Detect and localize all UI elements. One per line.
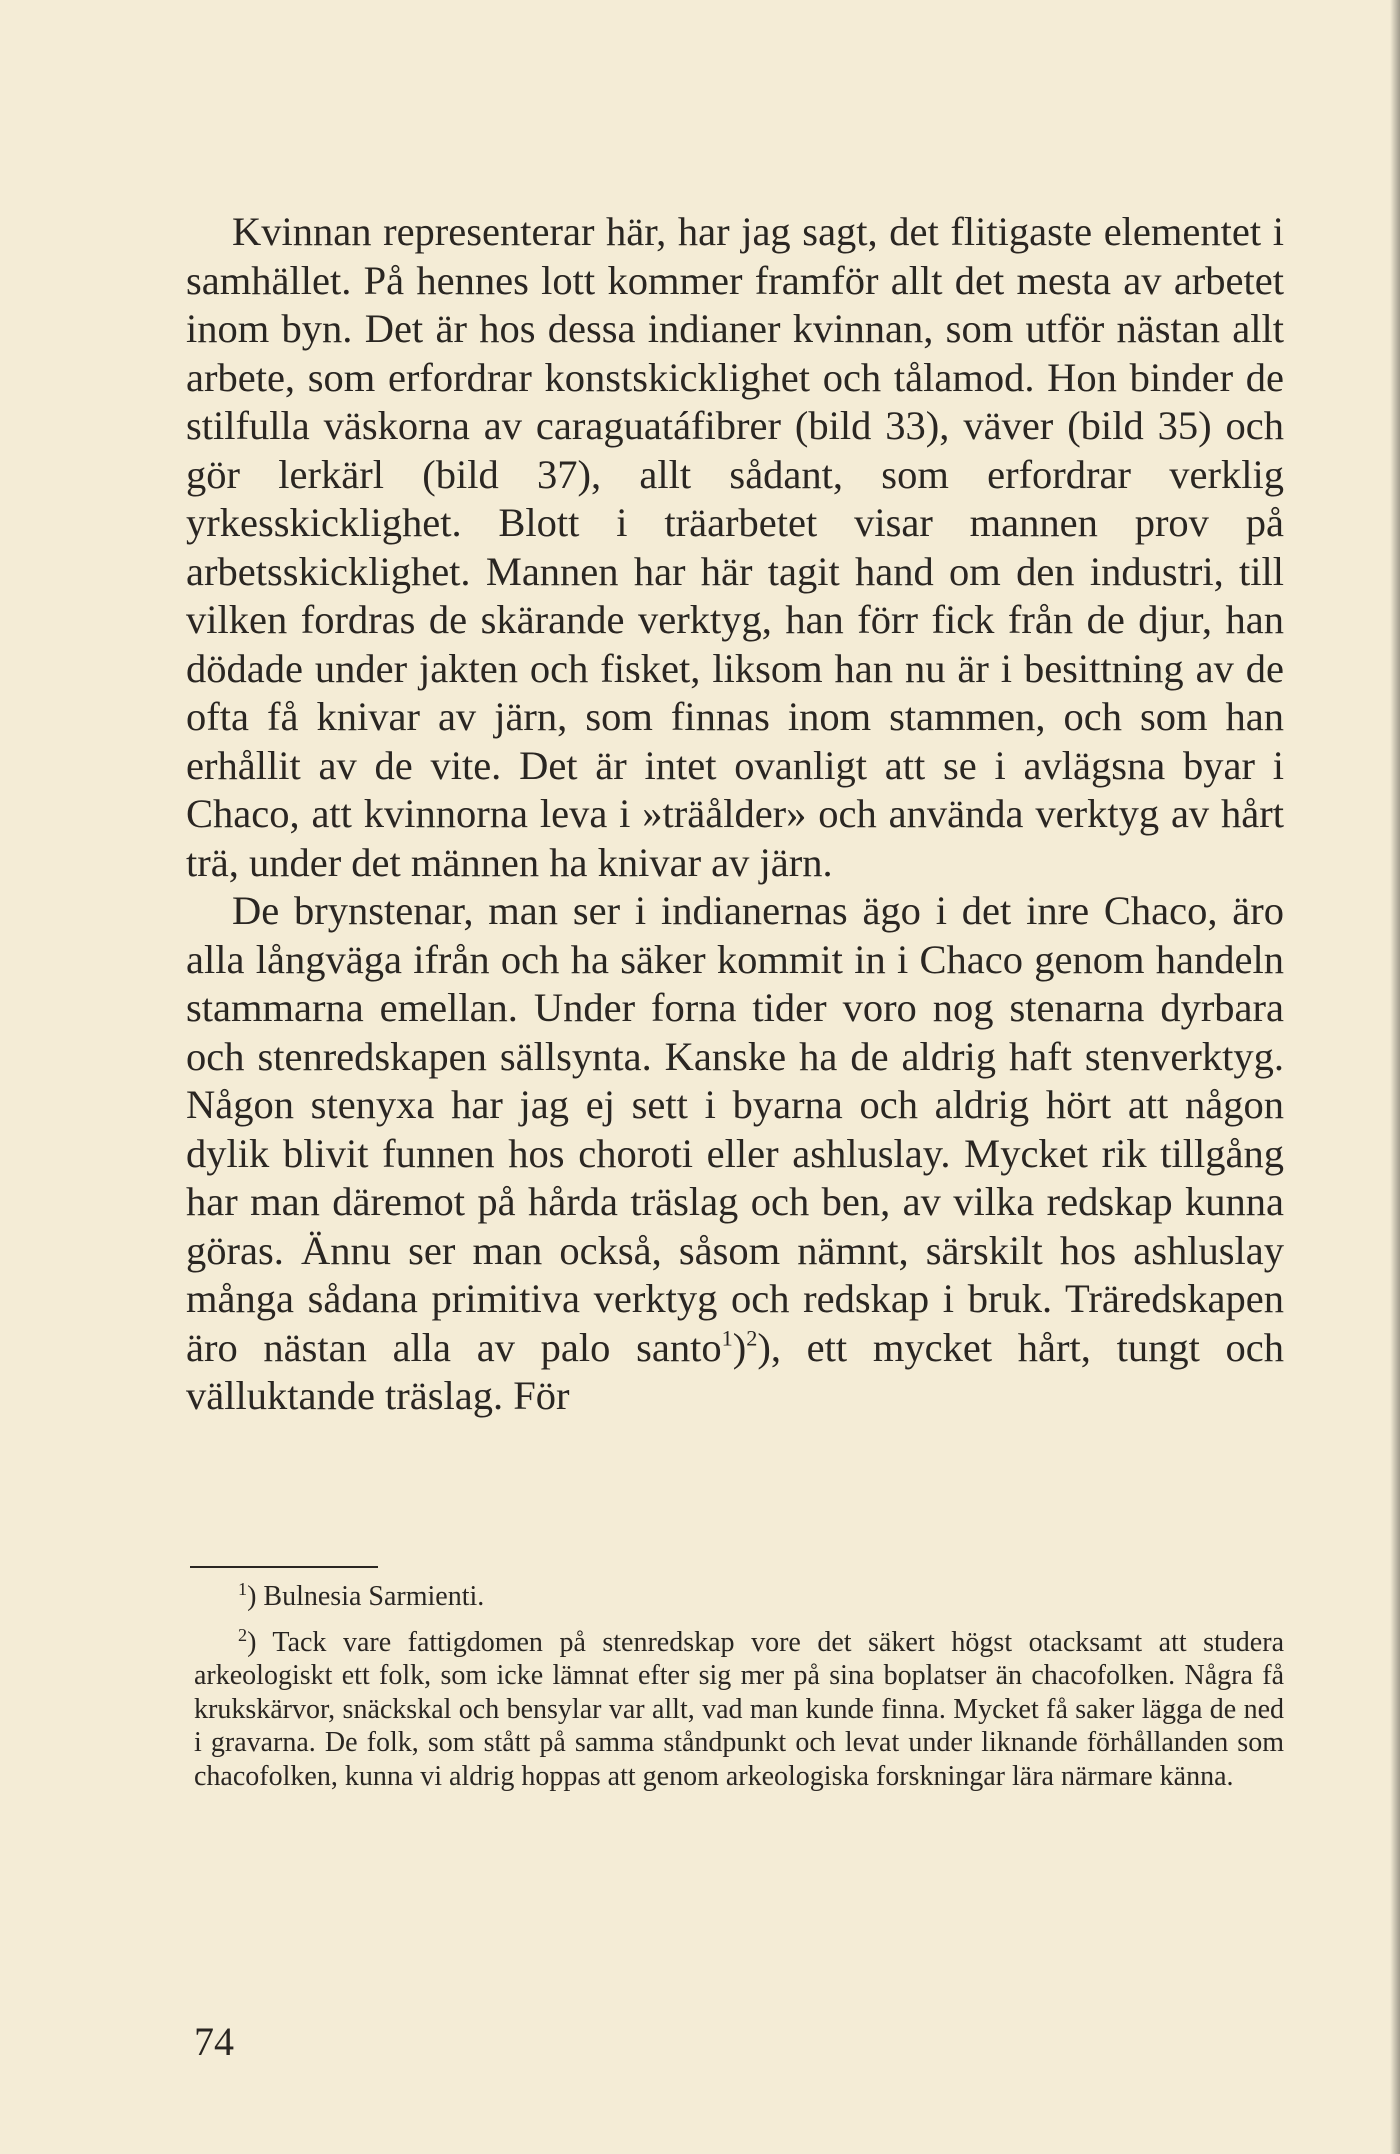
footnote-2-mark: 2 [238,1624,248,1645]
paren: ) [732,1324,747,1370]
paragraph-2-end: ), ett mycket hårt, tungt och välluktande träslag. För [186,1324,1284,1418]
palo-santo-word: santo [636,1324,722,1370]
footnote-1 [194,1580,1284,1614]
main-text [186,208,1284,1421]
paragraph-1: Kvinnan representerar här, har jag sagt, det flitigaste elementet i samhället. På hennes lott kommer framför allt det mesta av arbetet inom byn. Det är hos dessa indianer kvinnan, som utför nästan allt arbete, som erfordrar konstskicklighet och tålamod. Hon binder de stilfulla väskorna av caraguatáfibrer (bild 33), väver (bild 35) och gör lerkärl (bild 37), allt sådant, som erfordrar verklig yrkesskicklighet. Blott i träarbetet visar mannen prov på arbetsskicklighet. Mannen har här tagit hand om den industri, till vilken fordras de skärande verktyg, han förr fick från de djur, han dödade under jakten och fisket, liksom han nu är i besittning av de ofta få knivar av järn, som finnas inom stammen, och som han erhållit av de vite. Det är intet ovanligt att se i avlägsna byar i Chaco, att kvinnorna leva i »träålder» och använda verktyg av hårt trä, under det männen ha knivar av järn. [186,209,1284,885]
footnote-divider [190,1566,378,1568]
page-number: 74 [194,2019,234,2064]
footnotes [194,1580,1284,1805]
footnote-2-text: ) Tack vare fattigdomen på stenredskap vore det säkert högst otacksamt att studera arkeologiskt ett folk, som icke lämnat efter sig mer på sina boplatser än chacofolken. Några få krukskärvor, snäckskal och bensylar var allt, vad man kunde finna. Mycket få saker lägga de ned i gravarna. De folk, som stått på samma ståndpunkt och levat under liknande förhållanden som chacofolken, kunna vi aldrig hoppas att genom arkeologiska forskningar lära närmare känna. [194,1626,1284,1792]
footnote-1-mark: 1 [238,1579,248,1599]
paragraph-2-text: De brynstenar, man ser i indianernas ägo i det inre Chaco, äro alla långväga ifrån och ha säker kommit in i Chaco genom handeln stammarna emellan. Under forna tider voro nog stenarna dyrbara och stenredskapen sällsynta. Kanske ha de aldrig haft stenverktyg. Någon stenyxa har jag ej sett i byarna och aldrig hört att någon dylik blivit funnen hos choroti eller ashluslay. Mycket rik tillgång har man däremot på hårda träslag och ben, av vilka redskap kunna göras. Ännu ser man också, såsom nämnt, särskilt hos ashluslay många sådana primitiva verktyg och redskap i bruk. Träredskapen äro nästan alla av palo [186,888,1284,1370]
paragraph-2 [186,887,1284,1421]
page-edge-shadow [1390,0,1400,2154]
footnote-ref-1: 1 [721,1324,733,1350]
footnote-2 [194,1626,1284,1794]
footnote-1-text: ) Bulnesia Sarmienti. [247,1581,485,1612]
footnote-ref-2: 2 [746,1324,758,1350]
